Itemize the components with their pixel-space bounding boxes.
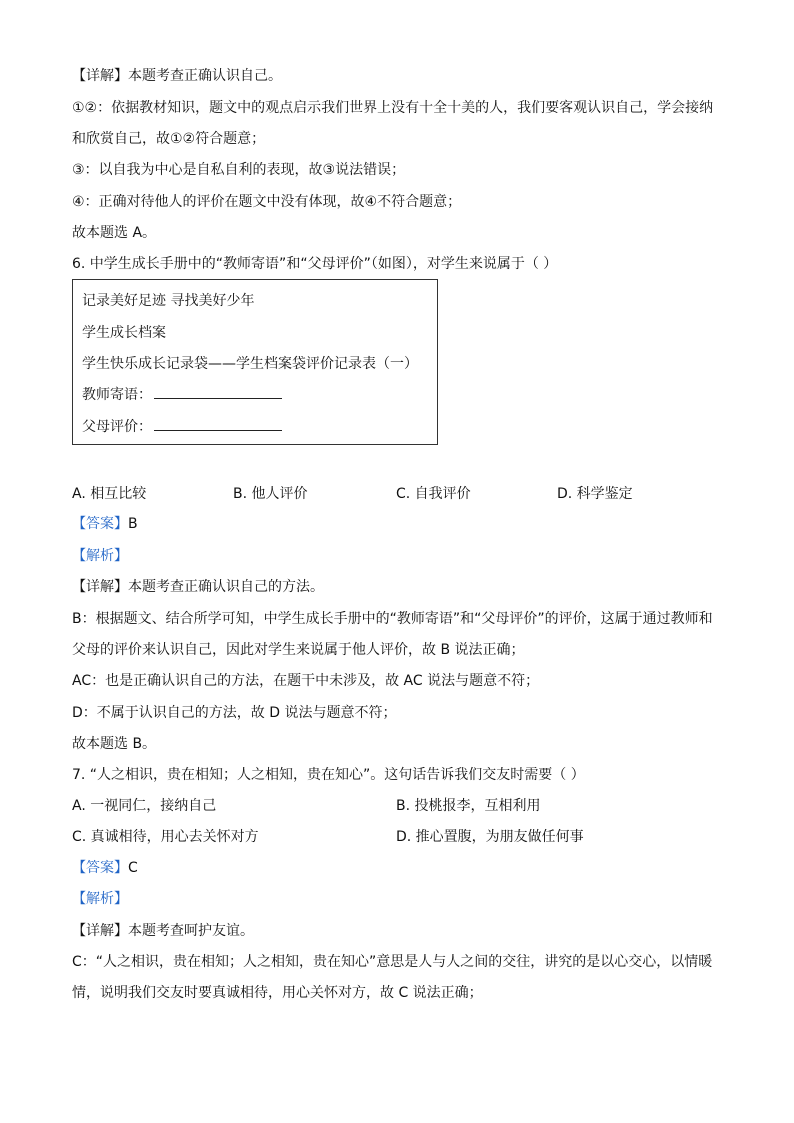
q5-detail: 【详解】本题考查正确认识自己。 (72, 68, 282, 84)
q6-analysis-label: 【解析】 (72, 548, 128, 564)
q7-line-cb: 情，说明我们交友时要真诚相待，用心关怀对方，故 C 说法正确； (72, 985, 483, 1001)
q7-option-c: C. 真诚相待，用心去关怀对方 (72, 829, 259, 845)
q6-option-c: C. 自我评价 (396, 486, 471, 502)
q7-analysis-label: 【解析】 (72, 891, 128, 907)
q5-conclusion: 故本题选 A。 (72, 225, 157, 241)
q7-answer-value: C (128, 860, 138, 876)
q5-line-3: ③：以自我为中心是自私自利的表现，故③说法错误； (72, 162, 406, 178)
q6-option-b: B. 他人评价 (233, 486, 308, 502)
teacher-label: 教师寄语： (82, 387, 152, 403)
q7-option-b: B. 投桃报李，互相利用 (396, 798, 541, 814)
box-line-2: 学生成长档案 (82, 325, 166, 341)
parent-blank-line (154, 418, 282, 431)
box-line-1: 记录美好足迹 寻找美好少年 (82, 293, 255, 309)
teacher-blank-line (154, 386, 282, 399)
box-parent-row (82, 417, 282, 437)
q7-option-a: A. 一视同仁，接纳自己 (72, 798, 217, 814)
q5-line-12a: ①②：依据教材知识，题文中的观点启示我们世界上没有十全十美的人，我们要客观认识自己，学会接纳 (72, 100, 714, 116)
parent-label: 父母评价： (82, 419, 152, 435)
q6-option-d: D. 科学鉴定 (557, 486, 633, 502)
q7-answer (72, 858, 138, 878)
q6-conclusion: 故本题选 B。 (72, 736, 157, 752)
q7-answer-label: 【答案】 (72, 860, 128, 876)
q6-answer-label: 【答案】 (72, 516, 128, 532)
q6-line-d: D：不属于认识自己的方法，故 D 说法与题意不符； (72, 705, 397, 721)
q6-line-ba: B：根据题文、结合所学可知，中学生成长手册中的“教师寄语”和“父母评价”的评价，这属于通过教师和 (72, 611, 713, 627)
q6-line-bb: 父母的评价来认识自己，因此对学生来说属于他人评价，故 B 说法正确； (72, 642, 525, 658)
q5-line-4: ④：正确对待他人的评价在题文中没有体现，故④不符合题意； (72, 194, 462, 210)
q6-line-ac: AC：也是正确认识自己的方法，在题干中未涉及，故 AC 说法与题意不符； (72, 673, 540, 689)
q7-line-ca: C：“人之相识，贵在相知；人之相知，贵在知心”意思是人与人之间的交往，讲究的是以心交心，以情暖 (72, 954, 713, 970)
q6-detail: 【详解】本题考查正确认识自己的方法。 (72, 579, 324, 595)
q6-answer-value: B (128, 516, 138, 532)
q6-figure-box (72, 279, 438, 445)
q7-detail: 【详解】本题考查呵护友谊。 (72, 923, 254, 939)
box-teacher-row (82, 385, 282, 405)
q7-option-d: D. 推心置腹，为朋友做任何事 (396, 829, 584, 845)
q5-line-12b: 和欣赏自己，故①②符合题意； (72, 131, 266, 147)
q6-option-a: A. 相互比较 (72, 486, 147, 502)
q7-stem: 7. “人之相识，贵在相知；人之相知，贵在知心”。这句话告诉我们交友时需要（ ） (72, 767, 585, 783)
q6-answer (72, 514, 138, 534)
box-line-3: 学生快乐成长记录袋——学生档案袋评价记录表（一） (82, 356, 418, 372)
q6-stem: 6. 中学生成长手册中的“教师寄语”和“父母评价”（如图），对学生来说属于（ ） (72, 256, 558, 272)
